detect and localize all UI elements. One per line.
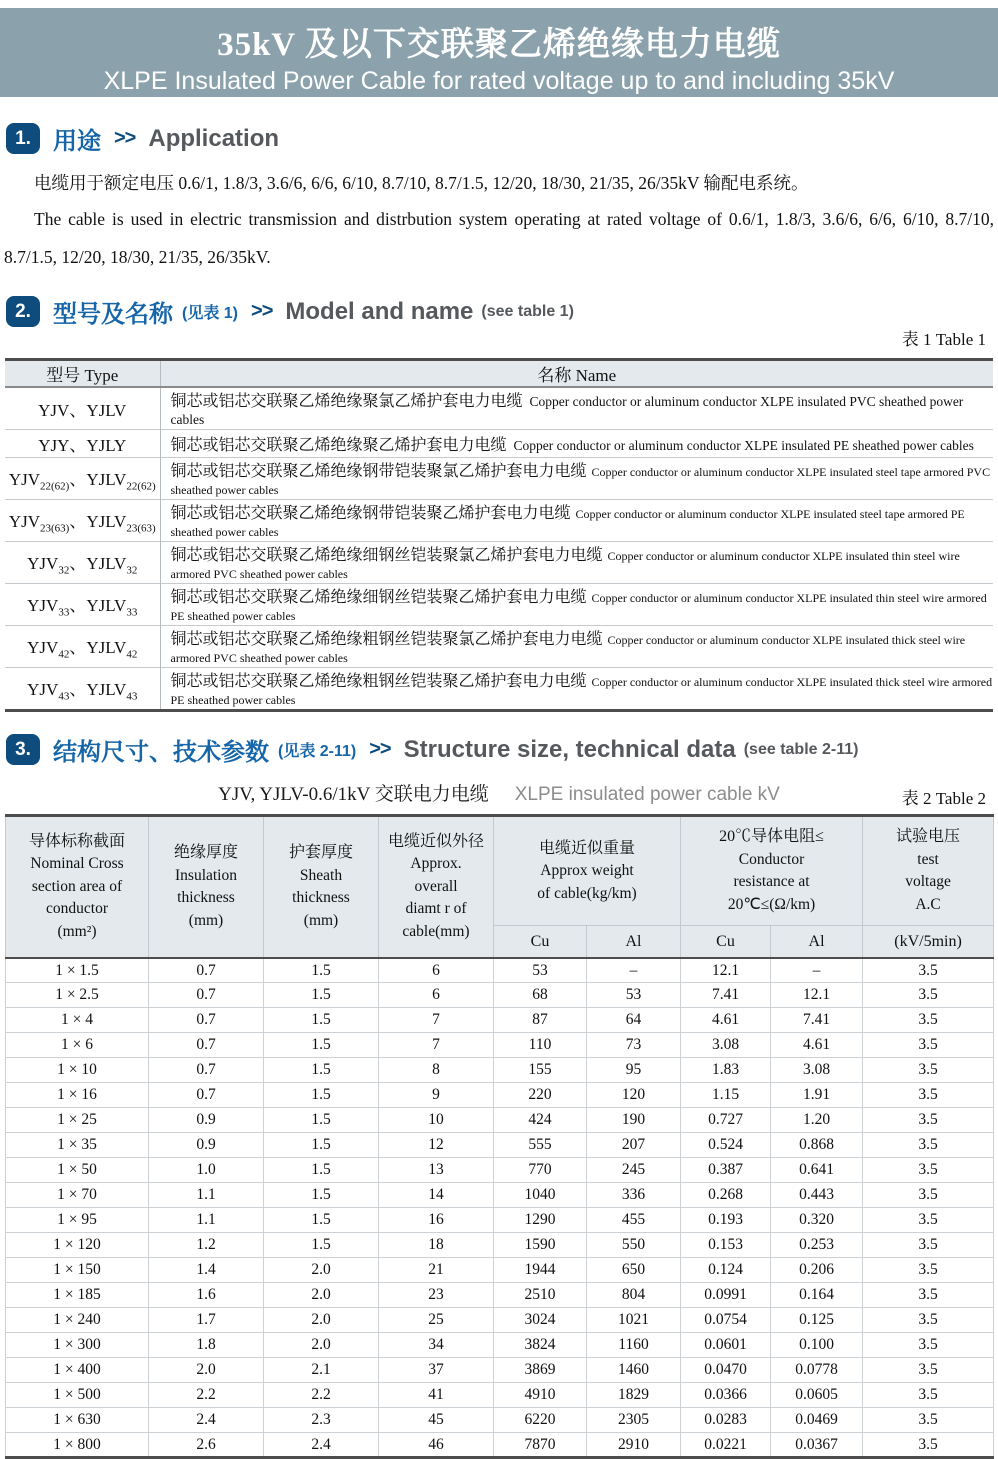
data-cell: 7.41 (681, 983, 771, 1008)
data-cell: 1 × 10 (6, 1058, 149, 1083)
data-cell: 45 (379, 1408, 494, 1433)
data-cell: 455 (587, 1208, 681, 1233)
data-cell: 0.100 (771, 1333, 863, 1358)
data-cell: 1 × 500 (6, 1383, 149, 1408)
data-cell: 1.5 (264, 958, 379, 983)
model-table-row (5, 668, 993, 711)
data-cell: 23 (379, 1283, 494, 1308)
data-cell: 0.0367 (771, 1433, 863, 1458)
model-table-row (5, 542, 993, 584)
data-cell: 0.387 (681, 1158, 771, 1183)
data-cell: 2.6 (149, 1433, 264, 1458)
data-cell: 3.5 (863, 1108, 994, 1133)
data-table-row (6, 1158, 994, 1183)
data-table-row (6, 1108, 994, 1133)
cable-type: $YJV_{42}$、$YJLV_{42}$ (5, 626, 160, 668)
page-banner (0, 8, 998, 97)
table1-caption: 表 1 Table 1 (901, 330, 986, 350)
section-title-en-paren: (see table 1) (481, 302, 574, 320)
data-table-row (6, 1333, 994, 1358)
application-paragraph-zh: 电缆用于额定电压 0.6/1, 1.8/3, 3.6/6, 6/6, 6/10, 8.7/10, 8.7/1.5, 12/20, 18/30, 21/35, 26/35kV 输配电系统。 (34, 173, 809, 193)
data-cell: 0.0754 (681, 1308, 771, 1333)
section-title-en: Structure size, technical data (403, 735, 736, 763)
data-cell: 1 × 25 (6, 1108, 149, 1133)
model-table-row (5, 500, 993, 542)
section-title-en-paren: (see table 2-11) (743, 740, 859, 758)
data-cell: 87 (494, 1008, 587, 1033)
data-cell: 2.2 (264, 1383, 379, 1408)
data-cell: 3.5 (863, 1308, 994, 1333)
data-cell: 550 (587, 1233, 681, 1258)
subheader-weight-cu: Cu (494, 926, 587, 958)
model-table-header-row (5, 360, 993, 388)
data-table-row (6, 1408, 994, 1433)
data-cell: 0.9 (149, 1133, 264, 1158)
cable-name: 铜芯或铝芯交联聚乙烯绝缘聚乙烯护套电力电缆 Copper conductor or aluminum conductor XLPE insulated PE sheathed power cables (160, 430, 993, 458)
data-cell: 68 (494, 983, 587, 1008)
data-cell: 424 (494, 1108, 587, 1133)
table2-subtitle-en: XLPE insulated power cable kV (514, 784, 780, 806)
section-model-name (0, 294, 998, 712)
data-cell: 3.5 (863, 1283, 994, 1308)
data-cell: 0.0469 (771, 1408, 863, 1433)
data-table-row (6, 1033, 994, 1058)
data-cell: 1 × 120 (6, 1233, 149, 1258)
data-cell: 3.5 (863, 1208, 994, 1233)
data-cell: 3.5 (863, 1183, 994, 1208)
data-cell: 64 (587, 1008, 681, 1033)
application-paragraphs (0, 170, 998, 276)
section-application (0, 121, 998, 276)
data-cell: 220 (494, 1083, 587, 1108)
model-table-row (5, 387, 993, 430)
data-cell: 336 (587, 1183, 681, 1208)
data-cell: 1.83 (681, 1058, 771, 1083)
data-cell: 0.7 (149, 1058, 264, 1083)
data-cell: 1 × 95 (6, 1208, 149, 1233)
data-cell: – (587, 958, 681, 983)
data-cell: 53 (587, 983, 681, 1008)
data-cell: 13 (379, 1158, 494, 1183)
data-cell: 2.0 (264, 1308, 379, 1333)
data-cell: 0.206 (771, 1258, 863, 1283)
data-cell: 3024 (494, 1308, 587, 1333)
data-cell: 0.641 (771, 1158, 863, 1183)
data-cell: 3.5 (863, 1433, 994, 1458)
data-cell: 10 (379, 1108, 494, 1133)
data-cell: 2305 (587, 1408, 681, 1433)
data-cell: 0.0778 (771, 1358, 863, 1383)
section-title-zh: 型号及名称 (53, 301, 173, 329)
section-structure-heading (0, 732, 998, 767)
section-number-badge-1: 1. (6, 123, 40, 154)
data-cell: 0.253 (771, 1233, 863, 1258)
data-cell: 0.124 (681, 1258, 771, 1283)
data-cell: 0.524 (681, 1133, 771, 1158)
column-header-insulation-thickness: 绝缘厚度 Insulation thickness (mm) (149, 816, 264, 958)
data-cell: 16 (379, 1208, 494, 1233)
data-cell: 1.5 (264, 983, 379, 1008)
data-cell: 73 (587, 1033, 681, 1058)
cable-type: $YJV_{33}$、$YJLV_{33}$ (5, 584, 160, 626)
column-header-sheath-thickness: 护套厚度 Sheath thickness (mm) (264, 816, 379, 958)
data-cell: 6 (379, 983, 494, 1008)
data-table-row (6, 1383, 994, 1408)
data-cell: 95 (587, 1058, 681, 1083)
data-cell: 0.727 (681, 1108, 771, 1133)
cable-name: 铜芯或铝芯交联聚乙烯绝缘粗钢丝铠装聚乙烯护套电力电缆 Copper conductor or aluminum conductor XLPE insulated thick steel wire armored PE sheathed power cables (160, 668, 993, 711)
data-cell: 1.5 (264, 1108, 379, 1133)
data-cell: 0.268 (681, 1183, 771, 1208)
data-cell: 804 (587, 1283, 681, 1308)
data-cell: 0.0283 (681, 1408, 771, 1433)
table2-title-line (0, 779, 998, 809)
data-cell: 1 × 185 (6, 1283, 149, 1308)
data-cell: 7 (379, 1008, 494, 1033)
application-paragraph-en: The cable is used in electric transmission and distrbution system operating at rated voltage of 0.6/1, 1.8/3, 3.6/6, 6/6, 6/10, 8.7/10, 8.7/1.5, 12/20, 18/30, 21/35, 26/35kV. (4, 209, 994, 267)
technical-data-table (5, 814, 994, 1459)
data-cell: 1.6 (149, 1283, 264, 1308)
page-title-zh: 35kV 及以下交联聚乙烯绝缘电力电缆 (217, 27, 781, 63)
data-cell: 1.1 (149, 1208, 264, 1233)
chevron-right-icon: >> (369, 738, 391, 761)
data-cell: 0.320 (771, 1208, 863, 1233)
data-cell: 1 × 70 (6, 1183, 149, 1208)
data-cell: 18 (379, 1233, 494, 1258)
subheader-resistance-al: Al (771, 926, 863, 958)
data-cell: 207 (587, 1133, 681, 1158)
cable-name: 铜芯或铝芯交联聚乙烯绝缘细钢丝铠装聚乙烯护套电力电缆 Copper conductor or aluminum conductor XLPE insulated thin steel wire armored PE sheathed power cables (160, 584, 993, 626)
data-cell: 3.5 (863, 1258, 994, 1283)
data-cell: 1.8 (149, 1333, 264, 1358)
data-cell: 2.0 (264, 1333, 379, 1358)
model-table-row (5, 626, 993, 668)
data-cell: 0.0605 (771, 1383, 863, 1408)
data-table-row (6, 1083, 994, 1108)
data-cell: 0.0221 (681, 1433, 771, 1458)
data-cell: 3869 (494, 1358, 587, 1383)
data-cell: 37 (379, 1358, 494, 1383)
data-cell: 0.0991 (681, 1283, 771, 1308)
data-cell: 12.1 (771, 983, 863, 1008)
data-cell: 650 (587, 1258, 681, 1283)
data-cell: 2.4 (149, 1408, 264, 1433)
data-cell: 1.5 (264, 1183, 379, 1208)
data-cell: 3.5 (863, 983, 994, 1008)
data-cell: 2.2 (149, 1383, 264, 1408)
table2-caption: 表 2 Table 2 (901, 789, 986, 809)
section-title-en: Application (148, 124, 280, 152)
data-cell: 1.5 (264, 1058, 379, 1083)
data-cell: 3.5 (863, 1083, 994, 1108)
data-cell: 1 × 16 (6, 1083, 149, 1108)
data-table-row (6, 958, 994, 983)
section-model-heading (0, 294, 998, 329)
data-cell: 7 (379, 1033, 494, 1058)
data-cell: 0.868 (771, 1133, 863, 1158)
data-cell: 1590 (494, 1233, 587, 1258)
data-cell: 3.5 (863, 1233, 994, 1258)
data-cell: 2.0 (264, 1283, 379, 1308)
data-cell: 3.5 (863, 1008, 994, 1033)
column-header-nominal-section: 导体标称截面 Nominal Cross section area of conductor (mm²) (6, 816, 149, 958)
data-cell: 3.5 (863, 1033, 994, 1058)
data-cell: 1.5 (264, 1158, 379, 1183)
data-cell: 0.0601 (681, 1333, 771, 1358)
data-cell: 3.5 (863, 958, 994, 983)
data-cell: 2.1 (264, 1358, 379, 1383)
cable-type: YJY、YJLY (5, 430, 160, 458)
data-table-row (6, 1008, 994, 1033)
data-cell: 12 (379, 1133, 494, 1158)
data-table-row (6, 1433, 994, 1458)
data-cell: 0.125 (771, 1308, 863, 1333)
data-cell: 14 (379, 1183, 494, 1208)
data-cell: 0.0470 (681, 1358, 771, 1383)
data-cell: 1.5 (264, 1083, 379, 1108)
chevron-right-icon: >> (251, 300, 273, 323)
data-cell: 1.5 (264, 1208, 379, 1233)
data-cell: 2.0 (149, 1358, 264, 1383)
data-table-row (6, 1058, 994, 1083)
data-cell: 12.1 (681, 958, 771, 983)
data-cell: 1460 (587, 1358, 681, 1383)
column-header-name: 名称 Name (160, 360, 993, 388)
data-table-body (6, 958, 994, 1458)
section-title-zh-paren: (见表 1) (182, 305, 239, 323)
data-cell: 555 (494, 1133, 587, 1158)
data-cell: 0.0366 (681, 1383, 771, 1408)
data-table-header-row (6, 816, 994, 926)
section-number-badge-2: 2. (6, 296, 40, 327)
data-cell: 2.0 (264, 1258, 379, 1283)
data-cell: 1829 (587, 1383, 681, 1408)
data-cell: 1.0 (149, 1158, 264, 1183)
data-cell: 1.15 (681, 1083, 771, 1108)
data-cell: 3.5 (863, 1333, 994, 1358)
column-group-approx-weight: 电缆近似重量 Approx weight of cable(kg/km) (494, 816, 681, 926)
model-table-row (5, 430, 993, 458)
data-cell: 9 (379, 1083, 494, 1108)
column-group-conductor-resistance: 20℃导体电阻≤ Conductor resistance at 20℃≤(Ω/km) (681, 816, 863, 926)
data-cell: 6220 (494, 1408, 587, 1433)
data-cell: 1 × 630 (6, 1408, 149, 1433)
data-cell: 1 × 300 (6, 1333, 149, 1358)
data-cell: 120 (587, 1083, 681, 1108)
page-title-en: XLPE Insulated Power Cable for rated voltage up to and including 35kV (103, 67, 895, 95)
data-cell: 1040 (494, 1183, 587, 1208)
data-cell: 46 (379, 1433, 494, 1458)
cable-name: 铜芯或铝芯交联聚乙烯绝缘细钢丝铠装聚氯乙烯护套电力电缆 Copper conductor or aluminum conductor XLPE insulated thin steel wire armored PVC sheathed power cables (160, 542, 993, 584)
data-cell: 1 × 240 (6, 1308, 149, 1333)
data-table-row (6, 1283, 994, 1308)
data-cell: – (771, 958, 863, 983)
data-cell: 8 (379, 1058, 494, 1083)
data-cell: 1290 (494, 1208, 587, 1233)
data-cell: 1.91 (771, 1083, 863, 1108)
section-title-zh: 结构尺寸、技术参数 (53, 739, 269, 767)
cable-name: 铜芯或铝芯交联聚乙烯绝缘钢带铠装聚氯乙烯护套电力电缆 Copper conductor or aluminum conductor XLPE insulated steel tape armored PVC sheathed power cables (160, 458, 993, 500)
cable-name: 铜芯或铝芯交联聚乙烯绝缘粗钢丝铠装聚氯乙烯护套电力电缆 Copper conductor or aluminum conductor XLPE insulated thick steel wire armored PVC sheathed power cables (160, 626, 993, 668)
data-cell: 1 × 35 (6, 1133, 149, 1158)
data-cell: 1 × 400 (6, 1358, 149, 1383)
data-cell: 3.5 (863, 1383, 994, 1408)
data-cell: 0.7 (149, 958, 264, 983)
data-table-row (6, 983, 994, 1008)
data-cell: 6 (379, 958, 494, 983)
data-cell: 3.5 (863, 1358, 994, 1383)
subheader-weight-al: Al (587, 926, 681, 958)
data-cell: 3.5 (863, 1408, 994, 1433)
data-cell: 0.7 (149, 1033, 264, 1058)
data-cell: 1 × 2.5 (6, 983, 149, 1008)
data-cell: 3.5 (863, 1058, 994, 1083)
data-cell: 770 (494, 1158, 587, 1183)
data-cell: 4.61 (681, 1008, 771, 1033)
data-cell: 1.4 (149, 1258, 264, 1283)
data-cell: 190 (587, 1108, 681, 1133)
data-cell: 0.193 (681, 1208, 771, 1233)
cable-type: $YJV_{23(63)}$、$YJLV_{23(63)}$ (5, 500, 160, 542)
data-cell: 1.20 (771, 1108, 863, 1133)
data-cell: 21 (379, 1258, 494, 1283)
data-table-row (6, 1208, 994, 1233)
column-header-test-voltage: 试验电压 test voltage A.C (863, 816, 994, 926)
model-table-row (5, 584, 993, 626)
data-cell: 0.164 (771, 1283, 863, 1308)
data-cell: 1021 (587, 1308, 681, 1333)
data-cell: 1 × 4 (6, 1008, 149, 1033)
data-table-row (6, 1133, 994, 1158)
data-cell: 0.9 (149, 1108, 264, 1133)
data-cell: 25 (379, 1308, 494, 1333)
data-cell: 3.5 (863, 1133, 994, 1158)
cable-type: $YJV_{43}$、$YJLV_{43}$ (5, 668, 160, 711)
data-cell: 1 × 1.5 (6, 958, 149, 983)
data-cell: 1160 (587, 1333, 681, 1358)
catalog-page (0, 8, 998, 1459)
cable-name: 铜芯或铝芯交联聚乙烯绝缘钢带铠装聚乙烯护套电力电缆 Copper conductor or aluminum conductor XLPE insulated steel tape armored PE sheathed power cables (160, 500, 993, 542)
data-cell: 155 (494, 1058, 587, 1083)
section-title-zh-paren: (见表 2-11) (278, 743, 357, 761)
data-cell: 1.1 (149, 1183, 264, 1208)
column-header-overall-diameter: 电缆近似外径 Approx. overall diamt r of cable(mm) (379, 816, 494, 958)
cable-type: YJV、YJLV (5, 387, 160, 430)
data-cell: 1 × 6 (6, 1033, 149, 1058)
data-cell: 2.3 (264, 1408, 379, 1433)
cable-name: 铜芯或铝芯交联聚乙烯绝缘聚氯乙烯护套电力电缆 Copper conductor or aluminum conductor XLPE insulated PVC sheathed power cables (160, 387, 993, 430)
data-table-row (6, 1183, 994, 1208)
data-cell: 1 × 800 (6, 1433, 149, 1458)
section-title-en: Model and name (285, 297, 474, 325)
data-cell: 53 (494, 958, 587, 983)
data-table-row (6, 1308, 994, 1333)
cable-type: $YJV_{32}$、$YJLV_{32}$ (5, 542, 160, 584)
data-table-row (6, 1258, 994, 1283)
subheader-voltage-unit: (kV/5min) (863, 926, 994, 958)
data-cell: 0.7 (149, 983, 264, 1008)
data-cell: 1.7 (149, 1308, 264, 1333)
data-cell: 3824 (494, 1333, 587, 1358)
subheader-resistance-cu: Cu (681, 926, 771, 958)
table2-subtitle-zh: YJV, YJLV-0.6/1kV 交联电力电缆 (218, 784, 489, 806)
data-cell: 1.5 (264, 1008, 379, 1033)
data-cell: 0.7 (149, 1083, 264, 1108)
data-cell: 1944 (494, 1258, 587, 1283)
data-cell: 1.5 (264, 1133, 379, 1158)
data-cell: 110 (494, 1033, 587, 1058)
data-cell: 3.08 (771, 1058, 863, 1083)
data-cell: 3.5 (863, 1158, 994, 1183)
data-cell: 4.61 (771, 1033, 863, 1058)
data-cell: 7.41 (771, 1008, 863, 1033)
data-cell: 0.443 (771, 1183, 863, 1208)
model-name-table (5, 358, 993, 712)
model-table-row (5, 458, 993, 500)
data-cell: 0.7 (149, 1008, 264, 1033)
section-application-heading (0, 121, 998, 156)
model-table-body (5, 387, 993, 711)
section-number-badge-3: 3. (6, 734, 40, 765)
data-cell: 2.4 (264, 1433, 379, 1458)
data-cell: 1.5 (264, 1033, 379, 1058)
data-table-row (6, 1358, 994, 1383)
data-cell: 3.08 (681, 1033, 771, 1058)
data-cell: 1 × 150 (6, 1258, 149, 1283)
data-cell: 0.153 (681, 1233, 771, 1258)
data-cell: 1.5 (264, 1233, 379, 1258)
chevron-right-icon: >> (114, 127, 136, 149)
section-title-zh: 用途 (53, 128, 101, 155)
data-cell: 7870 (494, 1433, 587, 1458)
cable-type: $YJV_{22(62)}$、$YJLV_{22(62)}$ (5, 458, 160, 500)
data-cell: 2510 (494, 1283, 587, 1308)
data-cell: 4910 (494, 1383, 587, 1408)
data-cell: 2910 (587, 1433, 681, 1458)
section-structure-data (0, 732, 998, 1459)
data-cell: 34 (379, 1333, 494, 1358)
data-cell: 245 (587, 1158, 681, 1183)
data-table-row (6, 1233, 994, 1258)
data-cell: 1 × 50 (6, 1158, 149, 1183)
data-cell: 1.2 (149, 1233, 264, 1258)
column-header-type: 型号 Type (5, 360, 160, 388)
data-cell: 41 (379, 1383, 494, 1408)
